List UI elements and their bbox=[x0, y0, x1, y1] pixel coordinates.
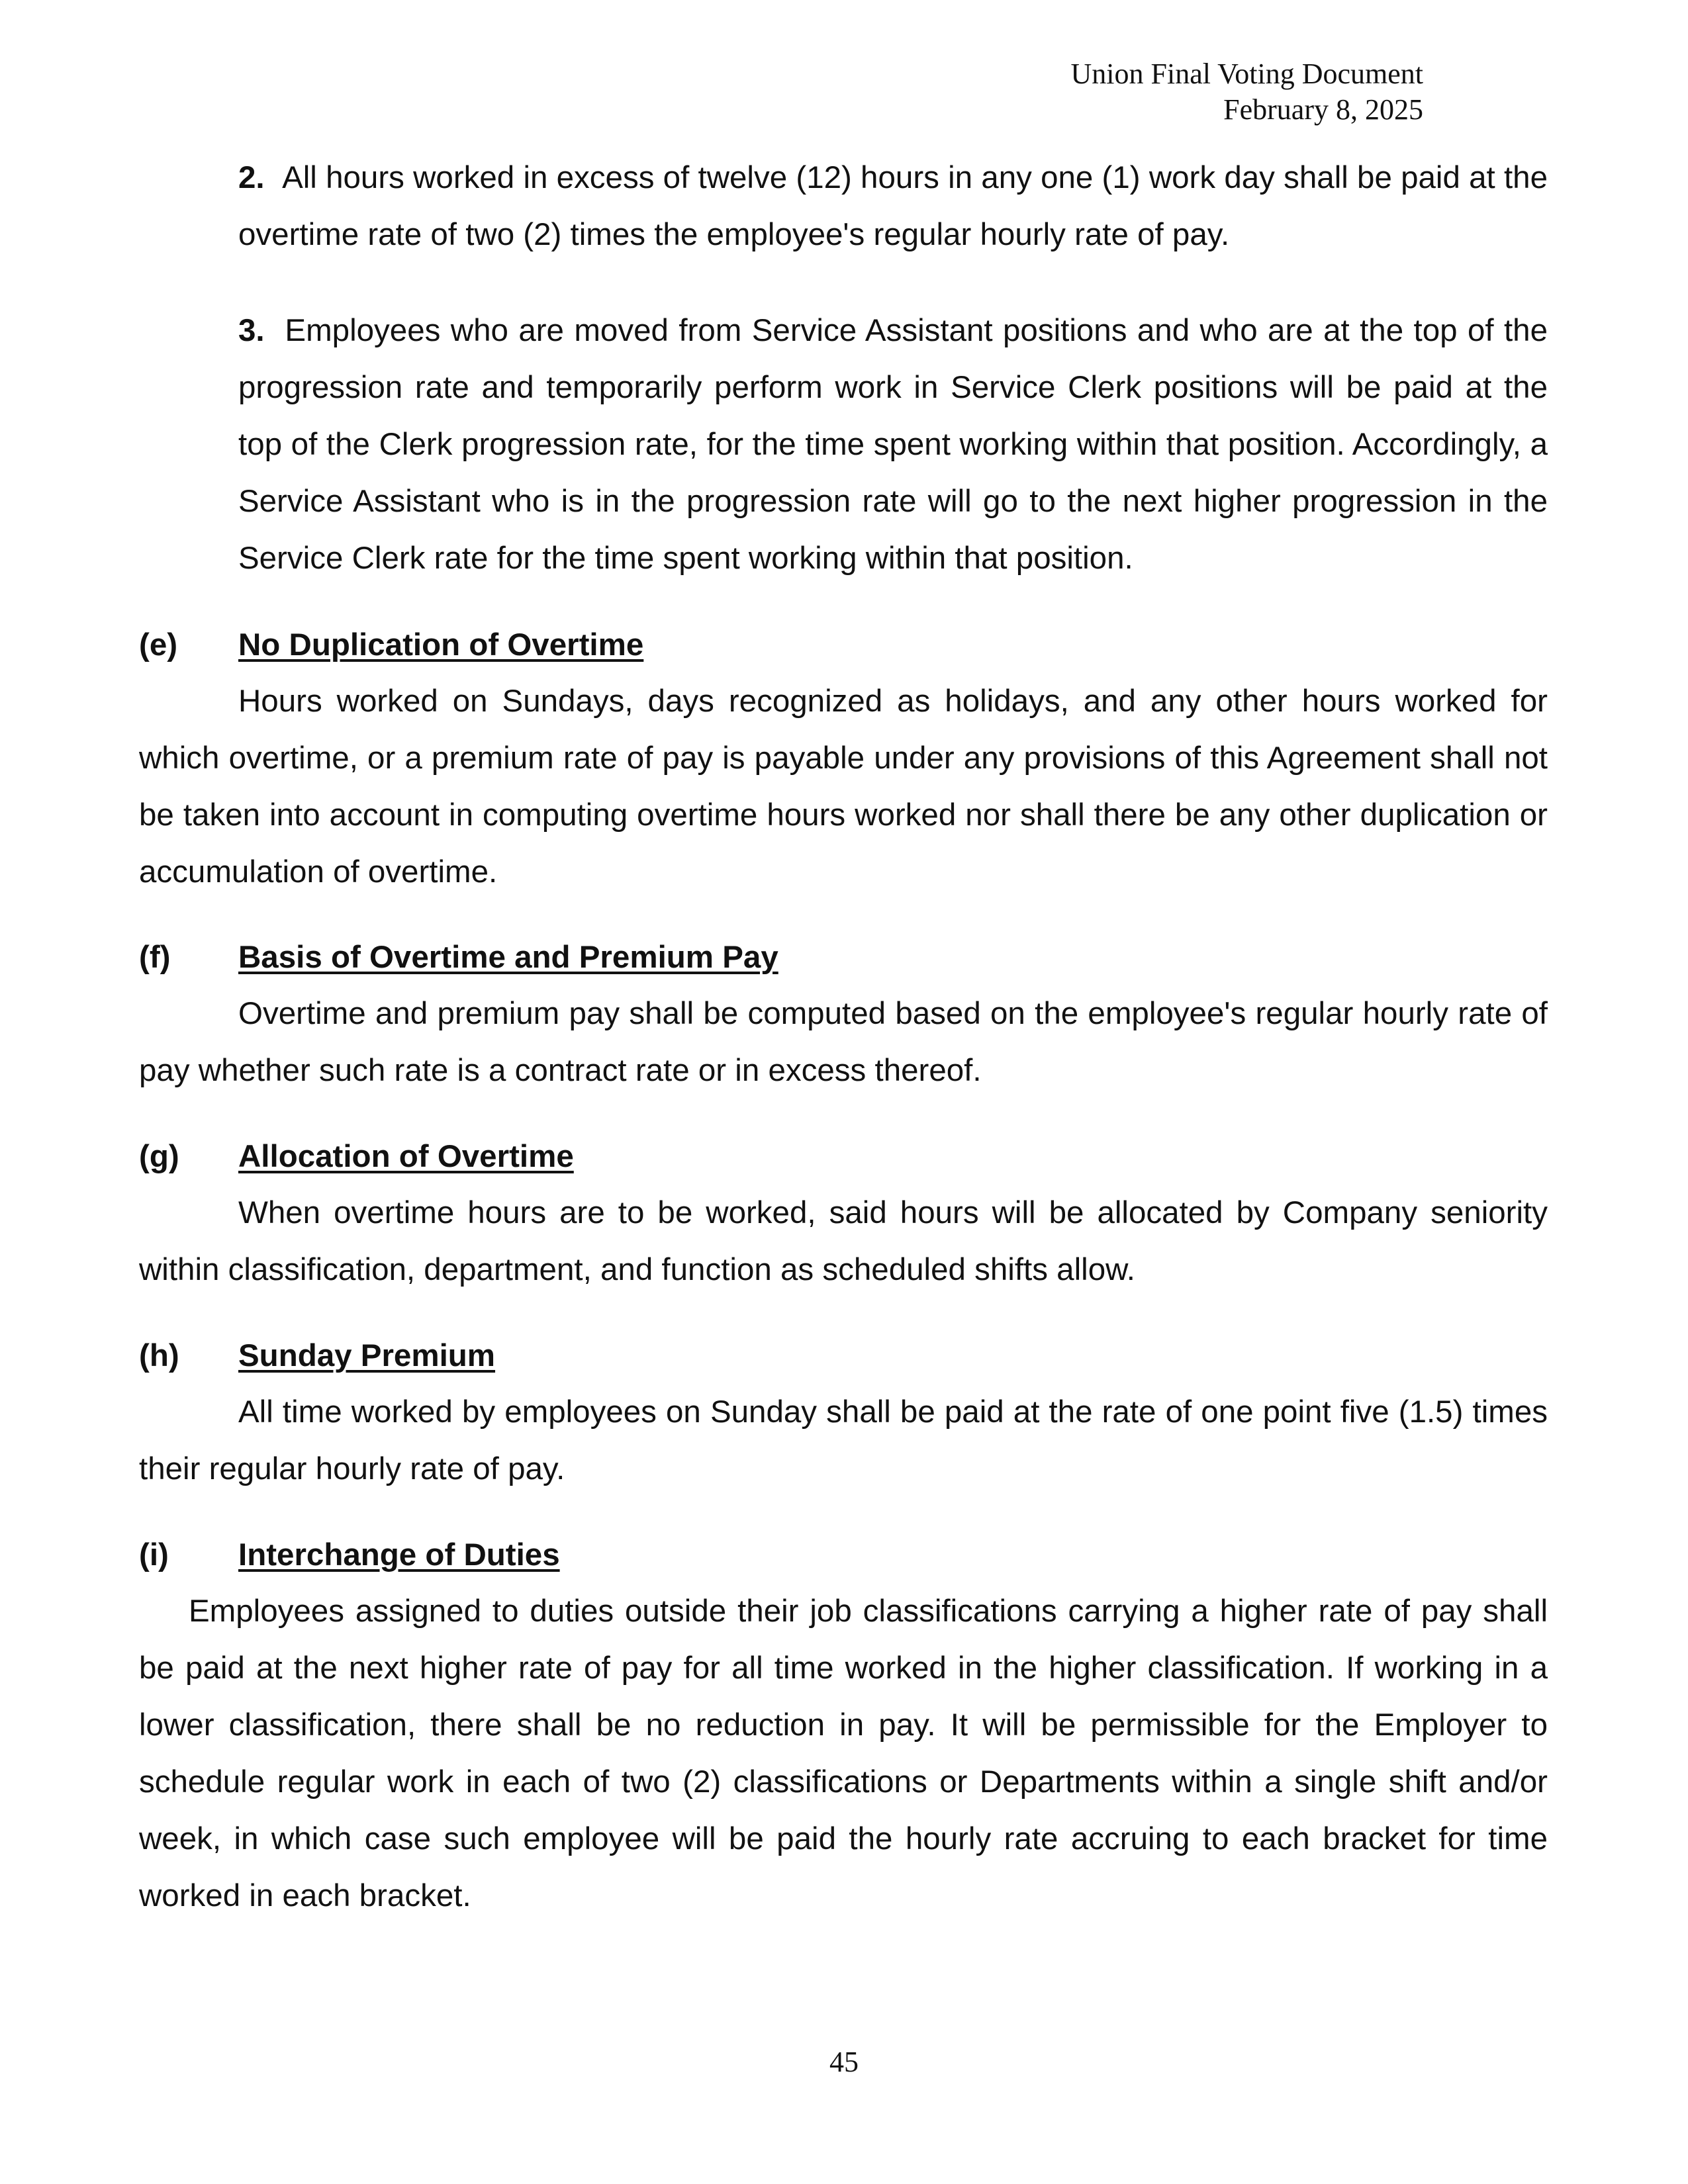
section-body-h: All time worked by employees on Sunday shall be paid at the rate of one point five (1.5) times their regular hourly rate of pay. bbox=[139, 1394, 1548, 1486]
section-letter: (i) bbox=[139, 1537, 169, 1572]
section-letter: (f) bbox=[139, 940, 171, 975]
header-document-title: Union Final Voting Document bbox=[1070, 58, 1423, 90]
section-title: Interchange of Duties bbox=[238, 1537, 560, 1572]
page-number: 45 bbox=[829, 2046, 859, 2078]
section-body-i: Employees assigned to duties outside their job classifications carrying a higher rate of pay shall be paid at the next higher rate of pay for all time worked in the higher classification. If working in a lower classification, there shall be no reduction in pay. It will be permissible for the Employer to schedule regular work in each of two (2) classifications or Departments within a single shift and/or week, in which case such employee will be paid the hourly rate accruing to each bracket for time worked in each bracket. bbox=[139, 1594, 1548, 1913]
header-document-date: February 8, 2025 bbox=[1223, 93, 1423, 126]
section-body-g: When overtime hours are to be worked, said hours will be allocated by Company seniority within classification, department, and function as scheduled shifts allow. bbox=[139, 1195, 1548, 1287]
numbered-paragraph-2 bbox=[238, 150, 1548, 263]
section-body-e: Hours worked on Sundays, days recognized as holidays, and any other hours worked for which overtime, or a premium rate of pay is payable under any provisions of this Agreement shall not be taken into account in computing overtime hours worked nor shall there be any other duplication or accumulation of overtime. bbox=[139, 684, 1548, 889]
section-title: No Duplication of Overtime bbox=[238, 627, 644, 662]
section-letter: (e) bbox=[139, 627, 178, 662]
section-letter: (g) bbox=[139, 1139, 179, 1174]
section-title: Allocation of Overtime bbox=[238, 1139, 574, 1174]
numbered-paragraph-3 bbox=[238, 302, 1548, 587]
item-number: 2. bbox=[238, 160, 265, 195]
section-title: Sunday Premium bbox=[238, 1338, 496, 1373]
item-number: 3. bbox=[238, 313, 265, 348]
item-text: All hours worked in excess of twelve (12) hours in any one (1) work day shall be paid at the overtime rate of two (2) times the employee's regular hourly rate of pay. bbox=[238, 160, 1548, 252]
section-body-f: Overtime and premium pay shall be computed based on the employee's regular hourly rate of pay whether such rate is a contract rate or in excess thereof. bbox=[139, 996, 1548, 1088]
section-title: Basis of Overtime and Premium Pay bbox=[238, 940, 778, 975]
section-letter: (h) bbox=[139, 1338, 179, 1373]
item-text: Employees who are moved from Service Assistant positions and who are at the top of the progression rate and temporarily perform work in Service Clerk positions will be paid at the top of the Clerk progression rate, for the time spent working within that position. Accordingly, a Service Assistant who is in the progression rate will go to the next higher progression in the Service Clerk rate for the time spent working within that position. bbox=[238, 313, 1548, 576]
